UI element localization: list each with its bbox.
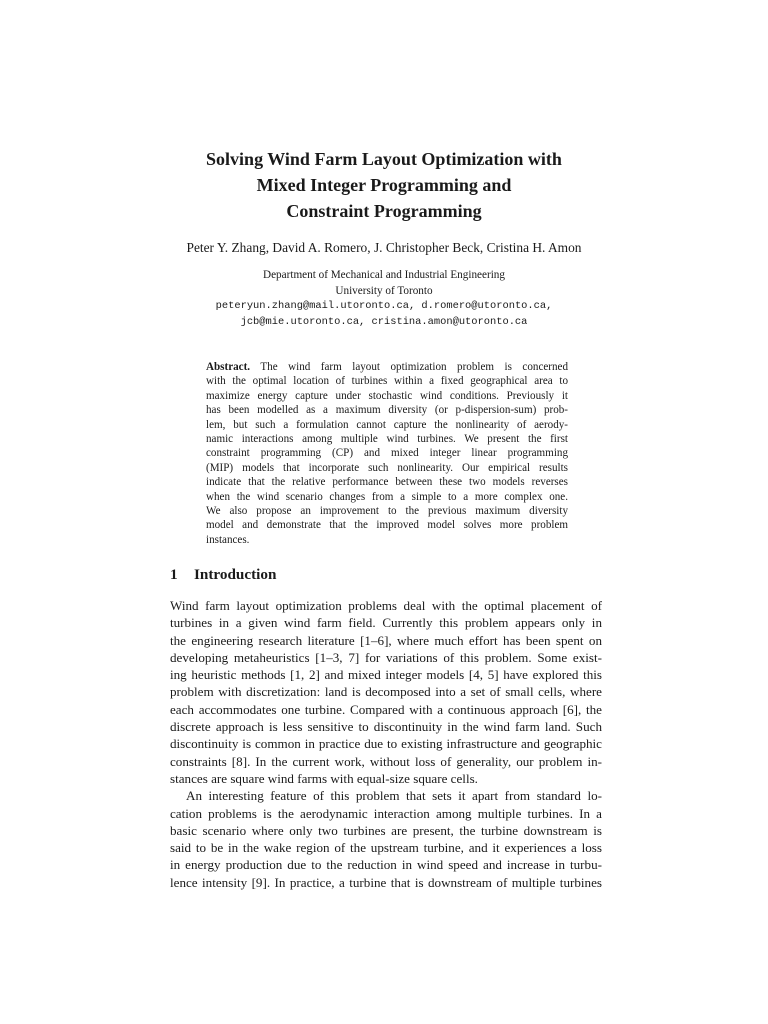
body-line: discontinuity is common in practice due to existing infrastructure and geographic: [170, 736, 602, 752]
abstract-line: constraint programming (CP) and mixed integer linear programming: [206, 447, 568, 460]
section-heading: [170, 565, 600, 585]
body-line: discrete approach is less sensitive to discontinuity in the wind farm land. Such: [170, 719, 602, 735]
body-line: Wind farm layout optimization problems deal with the optimal placement of: [170, 598, 602, 613]
section-number: 1: [170, 566, 178, 583]
body-line: problem with discretization: land is decomposed into a set of small cells, where: [170, 684, 602, 700]
abstract-line: with the optimal location of turbines within a fixed geographical area to: [206, 375, 568, 388]
body-line: stances are square wind farms with equal-size square cells.: [170, 770, 478, 786]
abstract-line: when the wind scenario changes from a simple to a more complex one.: [206, 490, 568, 503]
abstract-line: instances.: [206, 533, 250, 546]
body-text: [170, 597, 602, 891]
abstract-line: has been modelled as a maximum diversity (or p-dispersion-sum) prob-: [206, 404, 568, 417]
body-line: cation problems is the aerodynamic interaction among multiple turbines. In a: [170, 805, 602, 821]
abstract-line: indicate that the relative performance between these two models reverses: [206, 476, 568, 489]
body-line: in energy production due to the reduction in wind speed and increase in turbu-: [170, 857, 602, 873]
abstract-line: [206, 360, 568, 374]
author-list: Peter Y. Zhang, David A. Romero, J. Christopher Beck, Cristina H. Amon: [186, 240, 582, 255]
abstract-label: Abstract.: [206, 361, 251, 373]
abstract-line: We also propose an improvement to the previous maximum diversity: [206, 505, 568, 518]
abstract-line: (MIP) models that incorporate such nonlinearity. Our empirical results: [206, 461, 568, 474]
abstract-text: The wind farm layout optimization problem is concerned: [260, 361, 569, 373]
title-line: Mixed Integer Programming and: [256, 175, 512, 195]
affiliation-block: [140, 268, 628, 330]
university: University of Toronto: [335, 284, 433, 297]
body-line: basic scenario where only two turbines are present, the turbine downstream is: [170, 822, 602, 838]
abstract-line: namic interactions among multiple wind turbines. We present the first: [206, 433, 568, 446]
body-line: lence intensity [9]. In practice, a turbine that is downstream of multiple turbines: [170, 874, 602, 890]
abstract: [206, 360, 568, 547]
title-line: Solving Wind Farm Layout Optimization with: [206, 149, 562, 169]
abstract-line: maximize energy capture under stochastic wind conditions. Previously it: [206, 389, 568, 402]
body-line: each accommodates one turbine. Compared with a continuous approach [6], the: [170, 701, 602, 717]
body-line: said to be in the wake region of the upstream turbine, and it experiences a loss: [170, 840, 602, 856]
body-line: the engineering research literature [1–6], where much effort has been spent on: [170, 632, 602, 648]
email-line: peteryun.zhang@mail.utoronto.ca, d.romero@utoronto.ca,: [215, 300, 553, 312]
body-line: constraints [8]. In the current work, without loss of generality, our problem in-: [170, 753, 602, 769]
paper-title: [140, 146, 628, 224]
abstract-line: model and demonstrate that the improved model solves more problem: [206, 519, 568, 532]
body-line: ing heuristic methods [1, 2] and mixed integer models [4, 5] have explored this: [170, 667, 602, 683]
section-title: Introduction: [194, 566, 277, 583]
abstract-line: lem, but such a formulation cannot capture the nonlinearity of aerody-: [206, 418, 568, 431]
department: Department of Mechanical and Industrial Engineering: [263, 269, 505, 281]
body-line: turbines in a given wind farm field. Currently this problem appears only in: [170, 615, 602, 631]
body-line: developing metaheuristics [1–3, 7] for variations of this problem. Some exist-: [170, 649, 602, 665]
body-line: An interesting feature of this problem that sets it apart from standard lo-: [186, 788, 602, 804]
title-line: Constraint Programming: [286, 201, 482, 221]
email-line: jcb@mie.utoronto.ca, cristina.amon@utoronto.ca: [240, 315, 528, 328]
